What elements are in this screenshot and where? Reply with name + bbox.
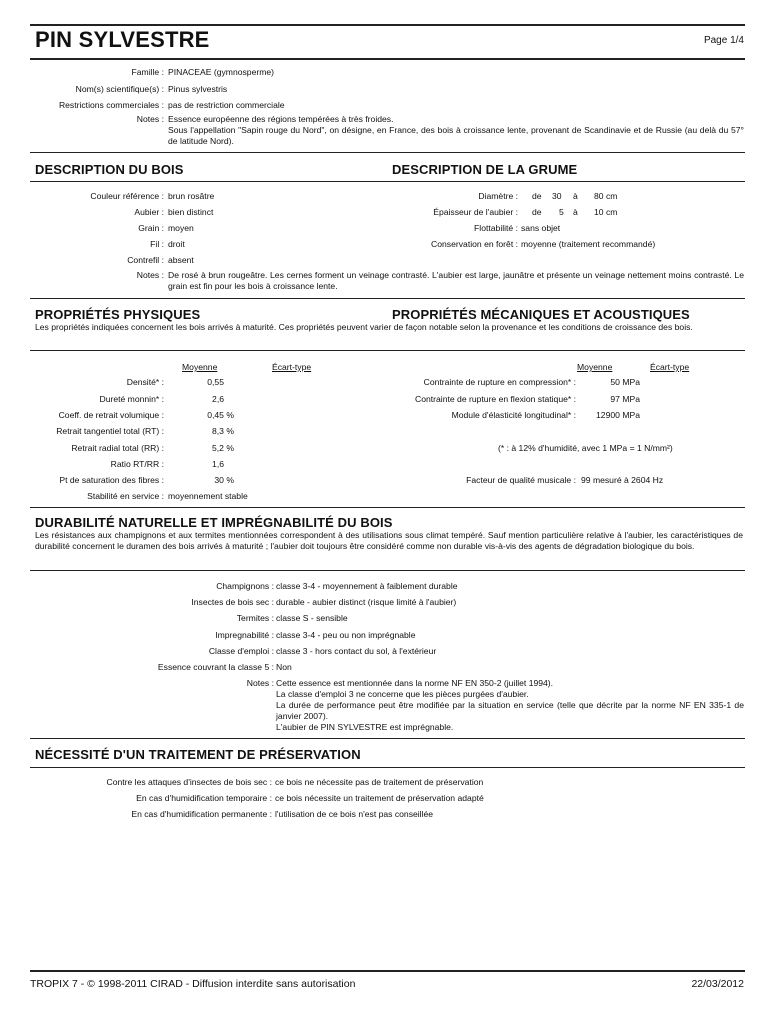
mecaniques-col-ecart: Écart-type	[650, 362, 690, 372]
header-bottom-rule	[30, 58, 745, 60]
facteur-value: 99 mesuré à 2604 Hz	[581, 475, 664, 485]
durabilite-value: durable - aubier distinct (risque limité à l'aubier)	[276, 597, 457, 607]
durabilite-value: classe 3-4 - peu ou non imprégnable	[276, 630, 416, 640]
durabilite-notes-label: Notes :	[246, 678, 274, 688]
mecanique-value: 97 MPa	[610, 394, 640, 404]
physique-value: 1,6	[212, 459, 224, 469]
mecanique-label: Contrainte de rupture en flexion statique* :	[415, 394, 576, 404]
footer-rule	[30, 970, 745, 972]
physique-label: Pt de saturation des fibres :	[59, 475, 164, 485]
identity-notes-label: Notes :	[136, 114, 164, 124]
durabilite-notes-line4: L'aubier de PIN SYLVESTRE est imprégnable.	[276, 722, 454, 732]
durabilite-notes-line3: La durée de performance peut être modifiée par la situation en service (telle que décrite par la norme NF EN 335-1 de janvier 2007).	[276, 700, 744, 721]
durabilite-label: Champignons :	[216, 581, 274, 591]
divider	[30, 298, 745, 299]
divider	[30, 350, 745, 351]
section-title-grume: DESCRIPTION DE LA GRUME	[392, 162, 578, 177]
contrefil-value: absent	[168, 255, 194, 265]
traitement-label: En cas d'humidification temporaire :	[136, 793, 272, 803]
divider	[30, 507, 745, 508]
grain-label: Grain :	[138, 223, 164, 233]
mecaniques-footnote: (* : à 12% d'humidité, avec 1 MPa = 1 N/mm²)	[498, 443, 673, 453]
page-number: Page 1/4	[703, 35, 744, 46]
header-top-rule	[30, 24, 745, 26]
divider	[30, 738, 745, 739]
noms-label: Nom(s) scientifique(s) :	[75, 84, 164, 94]
identity-notes-line2: Sous l'appellation "Sapin rouge du Nord", on désigne, en France, des bois à croissance lente, provenant de Scandinavie et de Russie (au delà du 57° de latitude Nord).	[168, 125, 744, 146]
physique-value: 30 %	[214, 475, 234, 485]
section-title-mecaniques: PROPRIÉTÉS MÉCANIQUES ET ACOUSTIQUES	[392, 307, 690, 322]
conservation-value: moyenne (traitement recommandé)	[521, 239, 656, 249]
section-title-traitement: NÉCESSITÉ D'UN TRAITEMENT DE PRÉSERVATION	[35, 747, 361, 762]
traitement-value: ce bois ne nécessite pas de traitement de préservation	[275, 777, 484, 787]
epaisseur-de: de	[532, 207, 542, 217]
durabilite-notes-line2: La classe d'emploi 3 ne concerne que les pièces purgées d'aubier.	[276, 689, 529, 699]
physique-label: Retrait radial total (RR) :	[71, 443, 164, 453]
traitement-value: l'utilisation de ce bois n'est pas conseillée	[275, 809, 434, 819]
durabilite-label: Termites :	[236, 613, 274, 623]
flottabilite-value: sans objet	[521, 223, 561, 233]
mecanique-value: 12900 MPa	[596, 410, 640, 420]
durabilite-label: Impregnabilité :	[215, 630, 274, 640]
epaisseur-label: Épaisseur de l'aubier :	[433, 207, 518, 217]
physiques-intro: Les propriétés indiquées concernent les bois arrivés à maturité. Ces propriétés peuvent varier de façon notable selon la provenance et les conditions de croissance des bois.	[35, 322, 693, 332]
physique-value: 8,3 %	[212, 426, 234, 436]
physique-label: Ratio RT/RR :	[110, 459, 164, 469]
durabilite-value: classe 3-4 - moyennement à faiblement durable	[276, 581, 458, 591]
physique-label: Dureté monnin* :	[99, 394, 164, 404]
divider	[30, 767, 745, 768]
contrefil-label: Contrefil :	[127, 255, 164, 265]
grain-value: moyen	[168, 223, 194, 233]
physique-label: Coeff. de retrait volumique :	[58, 410, 164, 420]
bois-notes-value: De rosé à brun rougeâtre. Les cernes forment un veinage contrasté. L'aubier est large, jaunâtre et présente un veinage nettement moins contrasté. Le grain est fin pour les bois à croissance lente.	[168, 270, 744, 291]
physique-label: Retrait tangentiel total (RT) :	[56, 426, 164, 436]
mecaniques-col-moyenne: Moyenne	[577, 362, 613, 372]
epaisseur-max: 10 cm	[594, 207, 618, 217]
flottabilite-label: Flottabilité :	[474, 223, 518, 233]
divider	[30, 152, 745, 153]
diametre-de: de	[532, 191, 542, 201]
section-title-durabilite: DURABILITÉ NATURELLE ET IMPRÉGNABILITÉ DU BOIS	[35, 515, 393, 530]
epaisseur-min: 5	[559, 207, 564, 217]
bois-notes-label: Notes :	[136, 270, 164, 280]
durabilite-label: Classe d'emploi :	[208, 646, 274, 656]
diametre-a: à	[573, 191, 578, 201]
fil-value: droit	[168, 239, 185, 249]
diametre-max: 80 cm	[594, 191, 618, 201]
section-title-bois: DESCRIPTION DU BOIS	[35, 162, 184, 177]
physique-value: 0,55	[207, 377, 224, 387]
durabilite-value: classe 3 - hors contact du sol, à l'extérieur	[276, 646, 437, 656]
durabilite-value: Non	[276, 662, 292, 672]
traitement-label: Contre les attaques d'insectes de bois sec :	[106, 777, 272, 787]
stabilite-value: moyennement stable	[168, 491, 248, 501]
durabilite-label: Insectes de bois sec :	[191, 597, 274, 607]
footer-date: 22/03/2012	[691, 978, 744, 990]
traitement-label: En cas d'humidification permanente :	[131, 809, 272, 819]
durabilite-label: Essence couvrant la classe 5 :	[157, 662, 274, 672]
famille-label: Famille :	[131, 67, 164, 77]
noms-value: Pinus sylvestris	[168, 84, 228, 94]
physique-value: 0,45 %	[207, 410, 234, 420]
traitement-value: ce bois nécessite un traitement de préservation adapté	[275, 793, 484, 803]
section-title-physiques: PROPRIÉTÉS PHYSIQUES	[35, 307, 201, 322]
couleur-value: brun rosâtre	[168, 191, 215, 201]
famille-value: PINACEAE (gymnosperme)	[168, 67, 275, 77]
couleur-label: Couleur référence :	[90, 191, 164, 201]
diametre-min: 30	[552, 191, 562, 201]
durabilite-value: classe S - sensible	[276, 613, 348, 623]
physique-label: Densité* :	[126, 377, 164, 387]
physique-value: 2,6	[212, 394, 224, 404]
physiques-col-ecart: Écart-type	[272, 362, 312, 372]
durabilite-notes-line1: Cette essence est mentionnée dans la norme NF EN 350-2 (juillet 1994).	[276, 678, 554, 688]
mecanique-label: Contrainte de rupture en compression* :	[423, 377, 576, 387]
aubier-value: bien distinct	[168, 207, 214, 217]
physiques-col-moyenne: Moyenne	[182, 362, 218, 372]
conservation-label: Conservation en forêt :	[431, 239, 518, 249]
restrictions-label: Restrictions commerciales :	[58, 100, 164, 110]
page-title: PIN SYLVESTRE	[35, 27, 210, 52]
mecanique-value: 50 MPa	[610, 377, 640, 387]
fil-label: Fil :	[150, 239, 164, 249]
diametre-label: Diamètre :	[478, 191, 518, 201]
durabilite-intro: Les résistances aux champignons et aux termites mentionnées correspondent à des utilisations sous climat tempéré. Sauf mention particulière relative à l'aubier, les caractéristiques de durabilité concernent le duramen des bois arrivés à maturité ; l'aubier doit toujours être considéré comme non durable vis-à-vis des agents de dégradation biologique du bois.	[35, 530, 743, 551]
divider	[30, 181, 745, 182]
identity-notes-line1: Essence européenne des régions tempérées à très froides.	[168, 114, 394, 124]
facteur-label: Facteur de qualité musicale :	[466, 475, 576, 485]
divider	[30, 570, 745, 571]
footer-copyright: TROPIX 7 - © 1998-2011 CIRAD - Diffusion interdite sans autorisation	[30, 978, 356, 990]
epaisseur-a: à	[573, 207, 578, 217]
aubier-label: Aubier :	[134, 207, 164, 217]
physique-value: 5,2 %	[212, 443, 234, 453]
restrictions-value: pas de restriction commerciale	[168, 100, 285, 110]
mecanique-label: Module d'élasticité longitudinal* :	[451, 410, 576, 420]
stabilite-label: Stabilité en service :	[87, 491, 164, 501]
